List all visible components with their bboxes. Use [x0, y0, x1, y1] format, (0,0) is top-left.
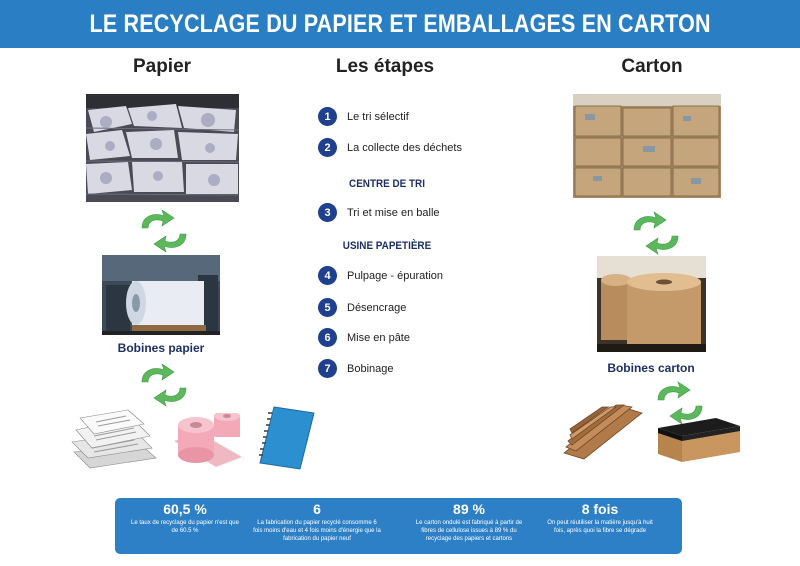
- title-bar: [0, 0, 800, 48]
- page-title: LE RECYCLAGE DU PAPIER ET EMBALLAGES EN CARTON: [89, 9, 711, 38]
- step-label: La collecte des déchets: [347, 141, 462, 154]
- stat-reuse-count: [545, 501, 655, 535]
- step-label: Le tri sélectif: [347, 110, 409, 123]
- stat-cellulose-fibers: [409, 501, 529, 543]
- step-label: Pulpage - épuration: [347, 269, 444, 282]
- step-number: 1: [318, 107, 337, 126]
- stat-value: 60,5 %: [163, 501, 207, 517]
- step-7: [318, 359, 394, 378]
- section-centre-de-tri: CENTRE DE TRI: [349, 178, 425, 190]
- corrugated-carton-image: [562, 403, 644, 461]
- carton-box-image: [656, 414, 742, 466]
- paper-bales-photo: [86, 94, 239, 202]
- step-number: 7: [318, 359, 337, 378]
- step-label: Bobinage: [347, 362, 394, 375]
- recycle-arrows-icon: [136, 362, 192, 408]
- step-label: Mise en pâte: [347, 331, 410, 344]
- stat-value: 89 %: [453, 501, 485, 517]
- column-heading-carton: Carton: [621, 56, 683, 77]
- step-number: 5: [318, 298, 337, 317]
- notebook-image: [258, 405, 316, 471]
- step-number: 4: [318, 266, 337, 285]
- stats-banner: [115, 498, 682, 554]
- step-4: [318, 266, 443, 285]
- step-1: [318, 107, 409, 126]
- section-usine-papetiere: USINE PAPETIÈRE: [342, 240, 432, 252]
- stat-text: Le carton ondulé est fabriqué à partir de fibres de cellulose issues à 89 % du recyclage des papiers et cartons: [415, 520, 523, 542]
- newspapers-image: [70, 408, 160, 472]
- toilet-paper-image: [170, 413, 244, 469]
- step-number: 6: [318, 328, 337, 347]
- column-heading-papier: Papier: [132, 56, 192, 77]
- stat-water-energy: [252, 501, 382, 543]
- step-number: 2: [318, 138, 337, 157]
- step-label: Désencrage: [347, 301, 407, 314]
- paper-roll-photo: [102, 255, 220, 335]
- stat-text: On peut réutiliser la matière jusqu'à huit fois, après quoi la fibre se dégrade: [547, 520, 653, 534]
- step-5: [318, 298, 406, 317]
- step-label: Tri et mise en balle: [347, 206, 440, 219]
- recycle-arrows-icon: [136, 208, 192, 254]
- step-6: [318, 328, 410, 347]
- bobines-papier-label: Bobines papier: [117, 341, 205, 355]
- step-number: 3: [318, 203, 337, 222]
- stat-text: La fabrication du papier recyclé consomme 6 fois moins d'eau et 4 fois moins d'énergie que la fabrication du papier neuf: [253, 520, 381, 542]
- recycle-arrows-icon: [628, 210, 684, 256]
- column-heading-etapes: Les étapes: [335, 56, 435, 77]
- stat-value: 6: [313, 501, 321, 517]
- step-3: [318, 203, 440, 222]
- step-2: [318, 138, 462, 157]
- bobines-carton-label: Bobines carton: [607, 361, 695, 375]
- stat-text: Le taux de recyclage du papier n'est que de 60.5 %: [131, 520, 239, 534]
- stat-recycling-rate: [127, 501, 243, 535]
- stat-value: 8 fois: [581, 501, 619, 517]
- carton-rolls-photo: [597, 256, 706, 352]
- carton-bales-photo: [573, 94, 721, 198]
